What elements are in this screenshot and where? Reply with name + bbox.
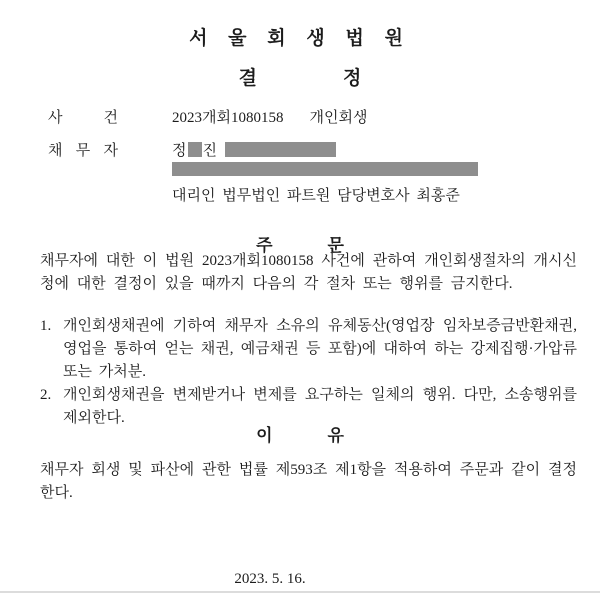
reason-section-heading [0, 421, 600, 446]
case-value [172, 106, 367, 127]
redaction-box-medium [225, 142, 336, 157]
representative-row [0, 184, 600, 204]
case-row [0, 106, 600, 126]
debtor-name-last-char: 진 [202, 143, 217, 159]
debtor-name-first-char: 정 [172, 143, 187, 159]
order-item-1 [40, 315, 577, 384]
case-number: 2023개회1080158 [172, 110, 284, 126]
court-name-title: 서 울 회 생 법 원 [189, 28, 411, 49]
reason-body-paragraph: 채무자 회생 및 파산에 관한 법률 제593조 제1항을 적용하여 주문과 같이 결정한다. [40, 462, 577, 501]
decision-date: 2023. 5. 16. [234, 571, 306, 587]
order-item-2-number: 2. [40, 387, 52, 403]
order-heading-char-right: 문 [327, 236, 344, 255]
representative-text: 대리인 법무법인 파트원 담당변호사 최홍준 [172, 188, 460, 204]
reason-heading-char-right: 유 [327, 426, 344, 445]
case-label: 사 건 [48, 110, 118, 126]
order-item-1-number: 1. [40, 318, 52, 334]
order-heading-char-left: 주 [256, 236, 273, 255]
debtor-label: 채 무 자 [48, 143, 118, 159]
redaction-bar-address [172, 162, 478, 176]
debtor-name [172, 139, 336, 160]
document-type-char-right: 정 [343, 68, 362, 89]
order-item-1-text: 개인회생채권에 기하여 채무자 소유의 유체동산(영업장 임차보증금반환채권, 영업을 통하여 얻는 채권, 예금채권 등 포함)에 대하여 하는 강제집행·가압류 또는 가처분. [63, 318, 577, 380]
case-type: 개인회생 [309, 110, 368, 126]
order-item-2-text: 개인회생채권을 변제받거나 변제를 요구하는 일체의 행위. 다만, 소송행위를 제외한다. [63, 387, 577, 426]
order-item-list [40, 315, 577, 430]
reason-heading-char-left: 이 [256, 426, 273, 445]
redaction-box-small [188, 142, 202, 157]
debtor-row [0, 139, 600, 159]
document-type-char-left: 결 [238, 68, 257, 89]
document-type-title [0, 63, 600, 90]
order-body-paragraph: 채무자에 대한 이 법원 2023개회1080158 사건에 관하여 개인회생절차의 개시신청에 대한 결정이 있을 때까지 다음의 각 절차 또는 행위를 금지한다. [40, 253, 577, 292]
